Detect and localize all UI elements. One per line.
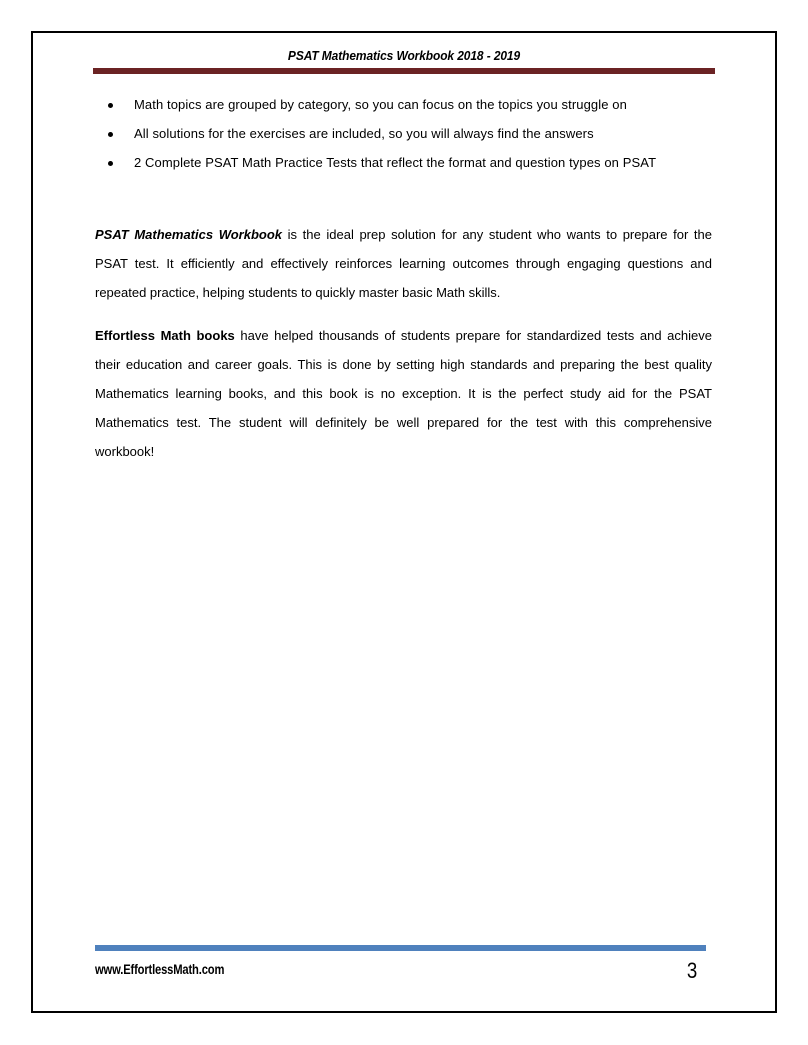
paragraph-body: is the ideal prep solution for any student who wants to prepare for the PSAT test. It efficiently and effectively reinforces learning outcomes through engaging questions and repeated practice, helping students to quickly master basic Math skills. [95, 227, 713, 300]
list-item-text: Math topics are grouped by category, so you can focus on the topics you struggle on [134, 97, 627, 112]
list-item-text: 2 Complete PSAT Math Practice Tests that reflect the format and question types on PSAT [134, 155, 657, 170]
bullet-icon [108, 161, 113, 166]
paragraph-lead: Effortless Math books [95, 328, 235, 343]
paragraph-lead: PSAT Mathematics Workbook [95, 227, 283, 242]
feature-list [108, 96, 728, 183]
running-header-title: PSAT Mathematics Workbook 2018 - 2019 [287, 48, 521, 63]
bullet-icon [108, 103, 113, 108]
page-number: 3 [686, 958, 698, 983]
list-item [108, 96, 728, 125]
footer-divider [95, 945, 706, 951]
list-item-text: All solutions for the exercises are included, so you will always find the answers [134, 126, 594, 141]
list-item [108, 154, 728, 183]
paragraph-effortless-math [95, 321, 712, 466]
paragraph-body: have helped thousands of students prepare for standardized tests and achieve their education and career goals. This is done by setting high standards and preparing the best quality Mathematics learning books, and this book is no exception. It is the perfect study aid for the PSAT Mathematics test. The student will definitely be well prepared for the test with this comprehensive workbook! [95, 328, 712, 459]
paragraph-workbook-intro [95, 220, 712, 307]
header-divider [93, 68, 715, 74]
bullet-icon [108, 132, 113, 137]
footer-website-link[interactable]: www.EffortlessMath.com [95, 961, 225, 977]
list-item [108, 125, 728, 154]
